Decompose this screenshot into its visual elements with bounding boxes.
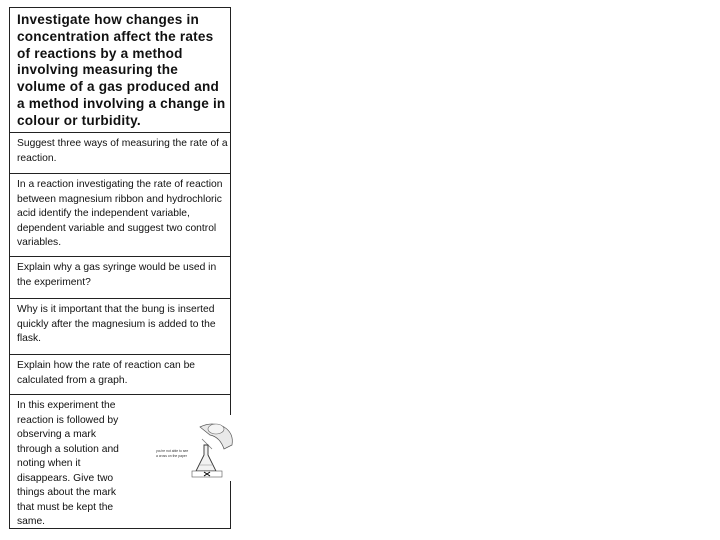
question-cell-1 — [10, 132, 230, 173]
illustration-caption-line-1: you're not able to see — [156, 449, 189, 453]
question-cell-5 — [10, 354, 230, 394]
question-4-text: Why is it important that the bung is inserted quickly after the magnesium is added to the flask. — [17, 304, 216, 344]
illustration-caption-line-2: a cross on the paper — [156, 454, 187, 458]
question-cell-3 — [10, 256, 230, 298]
question-cell-2 — [10, 173, 230, 256]
question-cell-6 — [10, 394, 230, 527]
question-2-text: In a reaction investigating the rate of reaction between magnesium ribbon and hydrochloric acid identify the independent variable, dependent variable and suggest two control variables. — [17, 179, 223, 248]
question-3-text: Explain why a gas syringe would be used in the experiment? — [17, 262, 217, 288]
question-6-text: In this experiment the reaction is followed by observing a mark through a solution and noting when it disappears. Give two things about the mark that must be kept the same. — [17, 400, 119, 527]
card-title: Investigate how changes in concentration affect the rates of reactions by a method involving measuring the volume of a gas produced and a method involving a change in colour or turbidity. — [17, 12, 226, 128]
question-cell-4 — [10, 298, 230, 354]
title-cell — [10, 8, 230, 132]
revision-card — [9, 7, 231, 529]
disappearing-cross-experiment-icon — [154, 415, 236, 481]
question-1-text: Suggest three ways of measuring the rate of a reaction. — [17, 138, 228, 164]
question-5-text: Explain how the rate of reaction can be calculated from a graph. — [17, 360, 196, 386]
